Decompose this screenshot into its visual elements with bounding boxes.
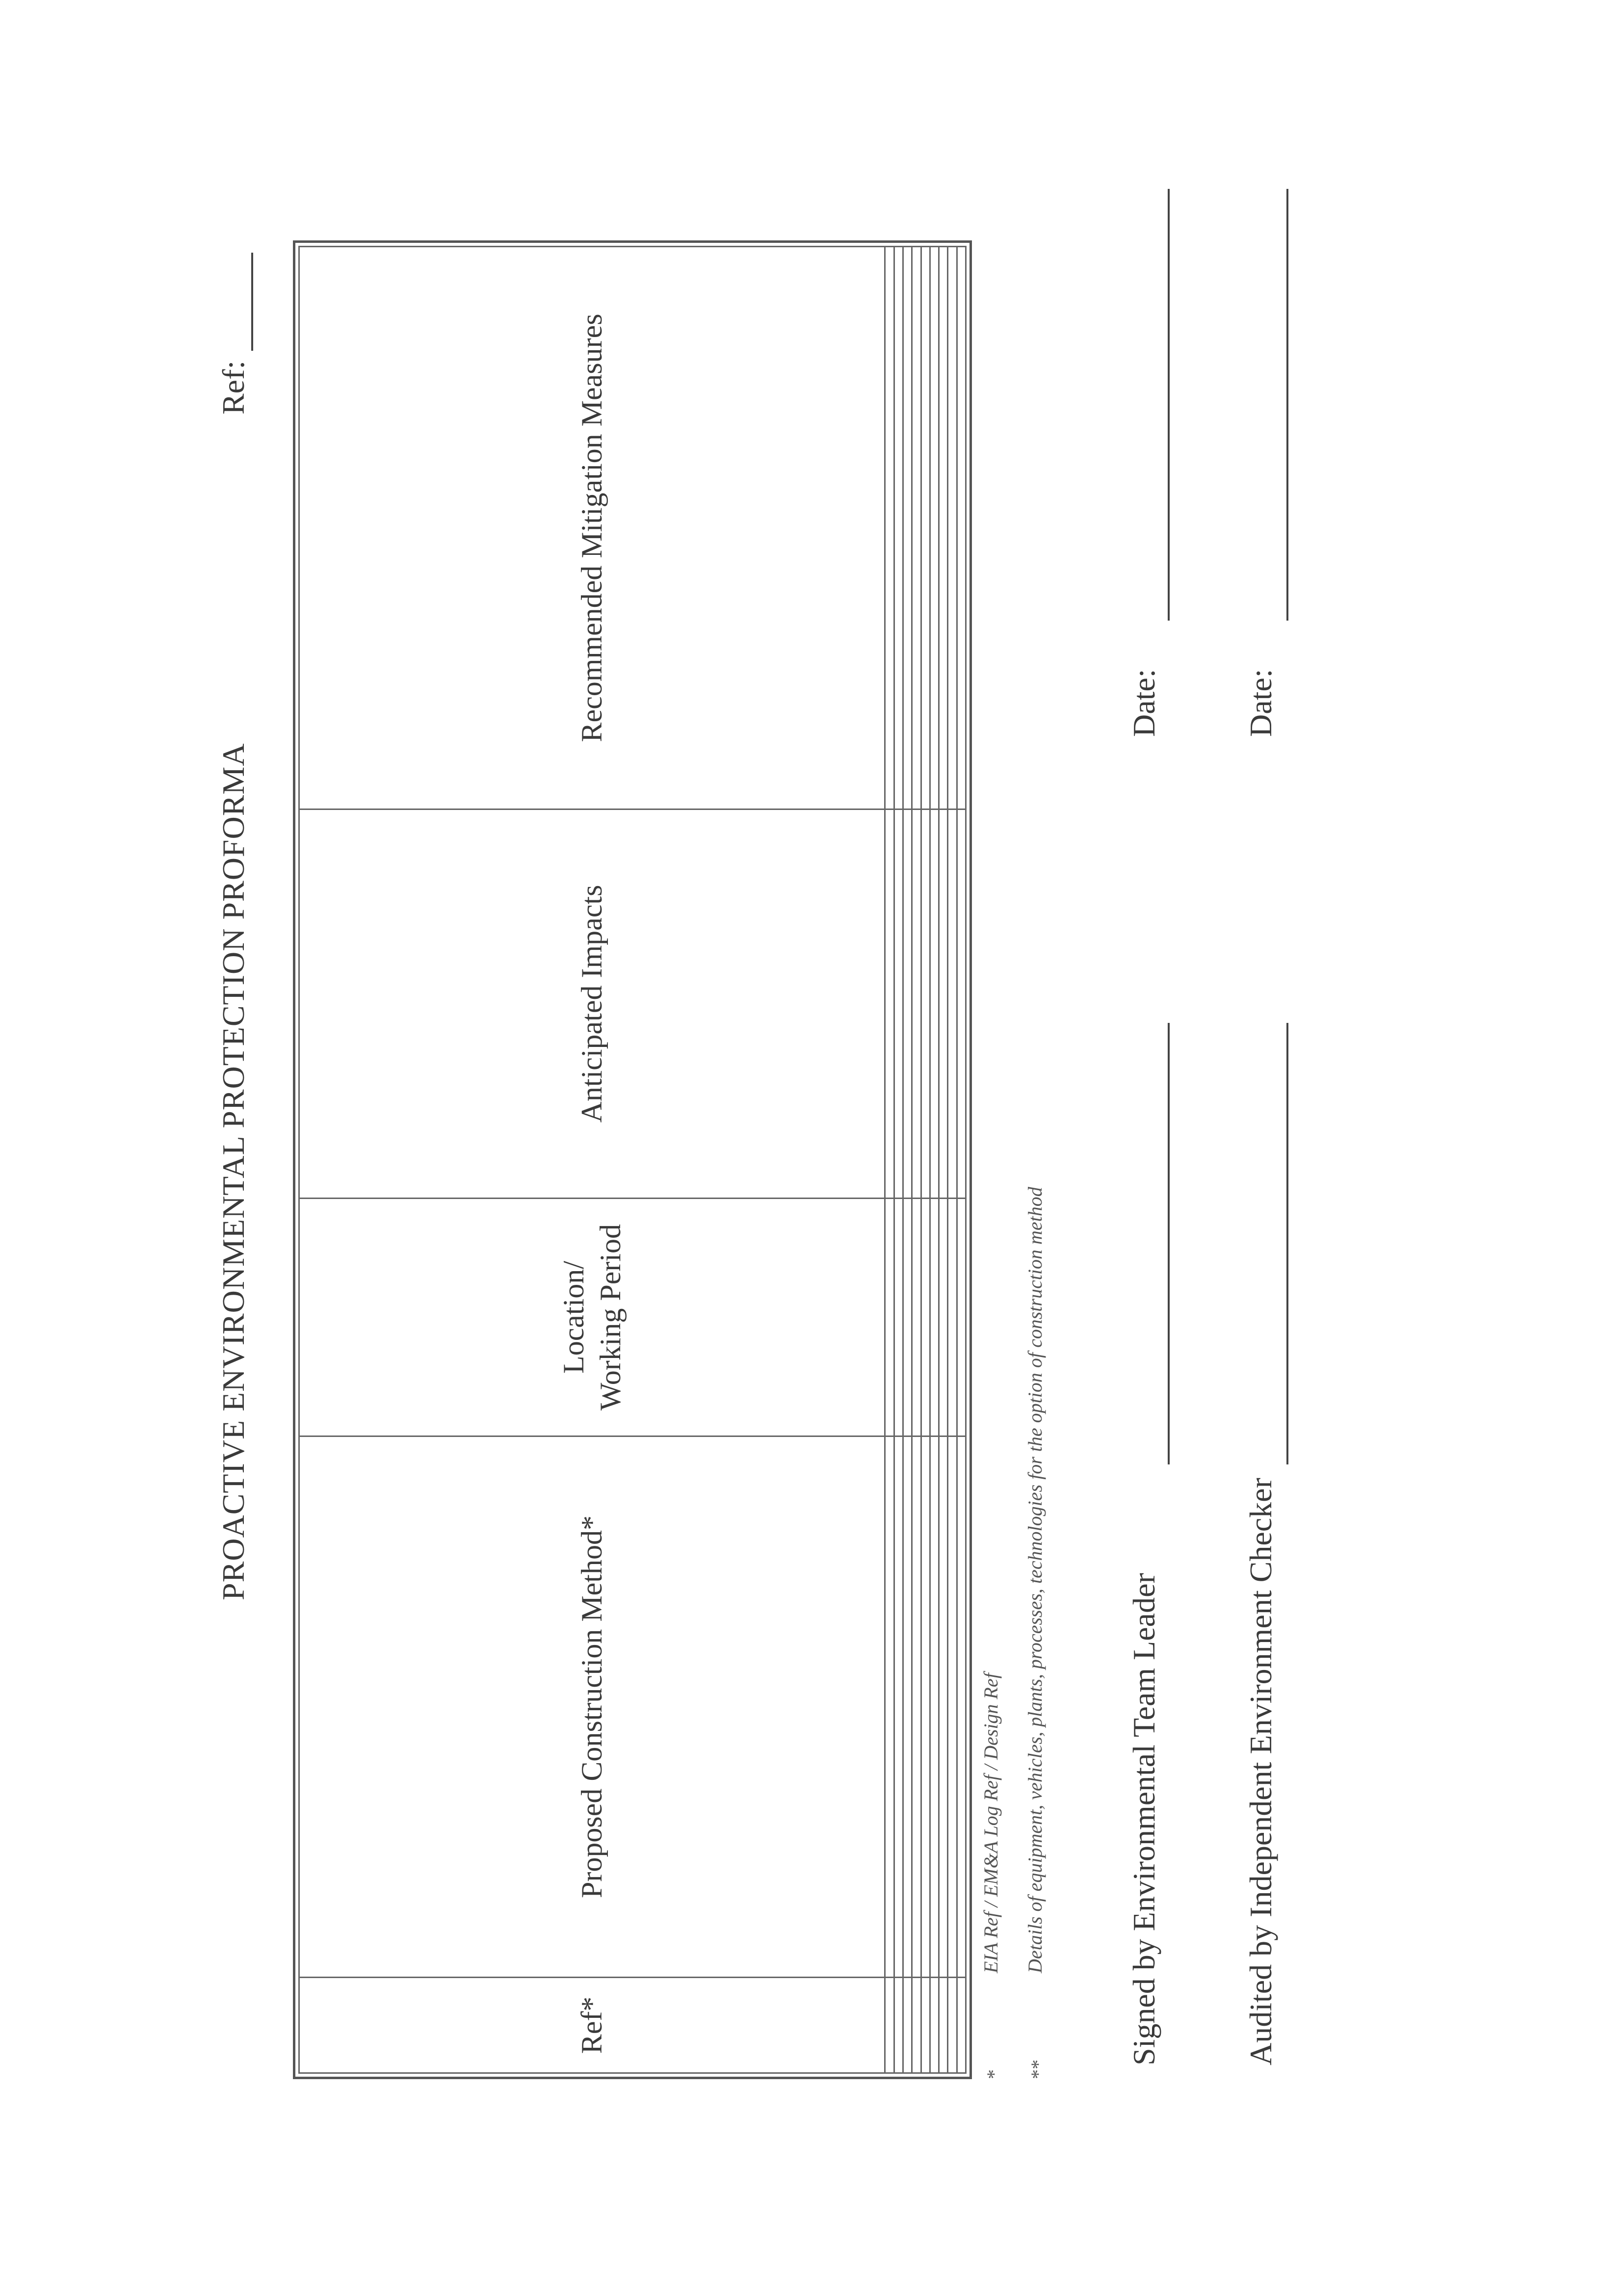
signed-date-line[interactable] (1168, 189, 1170, 621)
footnote-mark: ** (1027, 2060, 1049, 2079)
form-title: PROACTIVE ENVIRONMENTAL PROTECTION PROFORMA (216, 743, 251, 1600)
table-cell[interactable] (912, 1199, 921, 1436)
table-cell[interactable] (948, 809, 957, 1199)
column-header-mitigation-measures: Recommended Mitigation Measures (299, 247, 885, 809)
signed-by-label: Signed by Environmental Team Leader (1126, 1573, 1161, 2065)
table-cell[interactable] (948, 1978, 957, 2073)
table-cell[interactable] (903, 1199, 912, 1436)
signed-date-label: Date: (1126, 669, 1161, 737)
table-cell[interactable] (957, 1978, 966, 2073)
table-cell[interactable] (921, 1436, 930, 1978)
table-cell[interactable] (903, 1978, 912, 2073)
table-cell[interactable] (912, 1978, 921, 2073)
table-row (903, 247, 912, 2073)
table-cell[interactable] (894, 809, 903, 1199)
table-cell[interactable] (885, 247, 894, 809)
footnote-text: EIA Ref / EM&A Log Ref / Design Ref (980, 1673, 1002, 1973)
table-cell[interactable] (903, 247, 912, 809)
table-cell[interactable] (930, 247, 939, 809)
table-cell[interactable] (921, 1199, 930, 1436)
footnote-mark: * (983, 2069, 1005, 2079)
table-cell[interactable] (939, 1978, 948, 2073)
table-row (912, 247, 921, 2073)
column-header-construction-method: Proposed Construction Method* (299, 1436, 885, 1978)
table-cell[interactable] (903, 809, 912, 1199)
table-cell[interactable] (930, 1978, 939, 2073)
table-cell[interactable] (930, 1436, 939, 1978)
column-header-location-working-period: Location/ Working Period (299, 1199, 885, 1436)
table-cell[interactable] (930, 1199, 939, 1436)
audited-date-label: Date: (1243, 669, 1278, 737)
table-row (957, 247, 966, 2073)
table-cell[interactable] (930, 809, 939, 1199)
footnote-text: Details of equipment, vehicles, plants, processes, technologies for the option of construction method (1024, 1187, 1046, 1973)
table-cell[interactable] (957, 1436, 966, 1978)
table-row (930, 247, 939, 2073)
column-header-anticipated-impacts: Anticipated Impacts (299, 809, 885, 1199)
audited-by-label: Audited by Independent Environment Checker (1243, 1478, 1278, 2065)
table-cell[interactable] (939, 809, 948, 1199)
table-cell[interactable] (903, 1436, 912, 1978)
column-header-ref: Ref* (299, 1978, 885, 2073)
table-cell[interactable] (885, 1436, 894, 1978)
table-cell[interactable] (912, 1436, 921, 1978)
table-row (885, 247, 894, 2073)
signed-by-signature-line[interactable] (1168, 1023, 1170, 1464)
ref-input-line[interactable] (251, 253, 253, 351)
table-cell[interactable] (894, 247, 903, 809)
table-row (939, 247, 948, 2073)
ref-label: Ref: (216, 360, 251, 415)
audited-by-signature-line[interactable] (1286, 1023, 1288, 1464)
table-cell[interactable] (921, 809, 930, 1199)
table-cell[interactable] (912, 809, 921, 1199)
table-cell[interactable] (885, 1199, 894, 1436)
table-cell[interactable] (894, 1199, 903, 1436)
table-cell[interactable] (894, 1436, 903, 1978)
table-cell[interactable] (948, 247, 957, 809)
table-cell[interactable] (957, 247, 966, 809)
audited-date-line[interactable] (1286, 189, 1288, 621)
table-cell[interactable] (948, 1436, 957, 1978)
proforma-table (293, 240, 972, 2079)
table-cell[interactable] (885, 1978, 894, 2073)
table-cell[interactable] (939, 1436, 948, 1978)
table-row (948, 247, 957, 2073)
table-cell[interactable] (939, 1199, 948, 1436)
table-cell[interactable] (957, 1199, 966, 1436)
table-cell[interactable] (921, 1978, 930, 2073)
table-cell[interactable] (948, 1199, 957, 1436)
table-cell[interactable] (912, 247, 921, 809)
table-row (921, 247, 930, 2073)
table-header-row (299, 247, 885, 2073)
table-row (894, 247, 903, 2073)
table-cell[interactable] (894, 1978, 903, 2073)
table-cell[interactable] (939, 247, 948, 809)
table-cell[interactable] (957, 809, 966, 1199)
table-cell[interactable] (921, 247, 930, 809)
table-cell[interactable] (885, 809, 894, 1199)
